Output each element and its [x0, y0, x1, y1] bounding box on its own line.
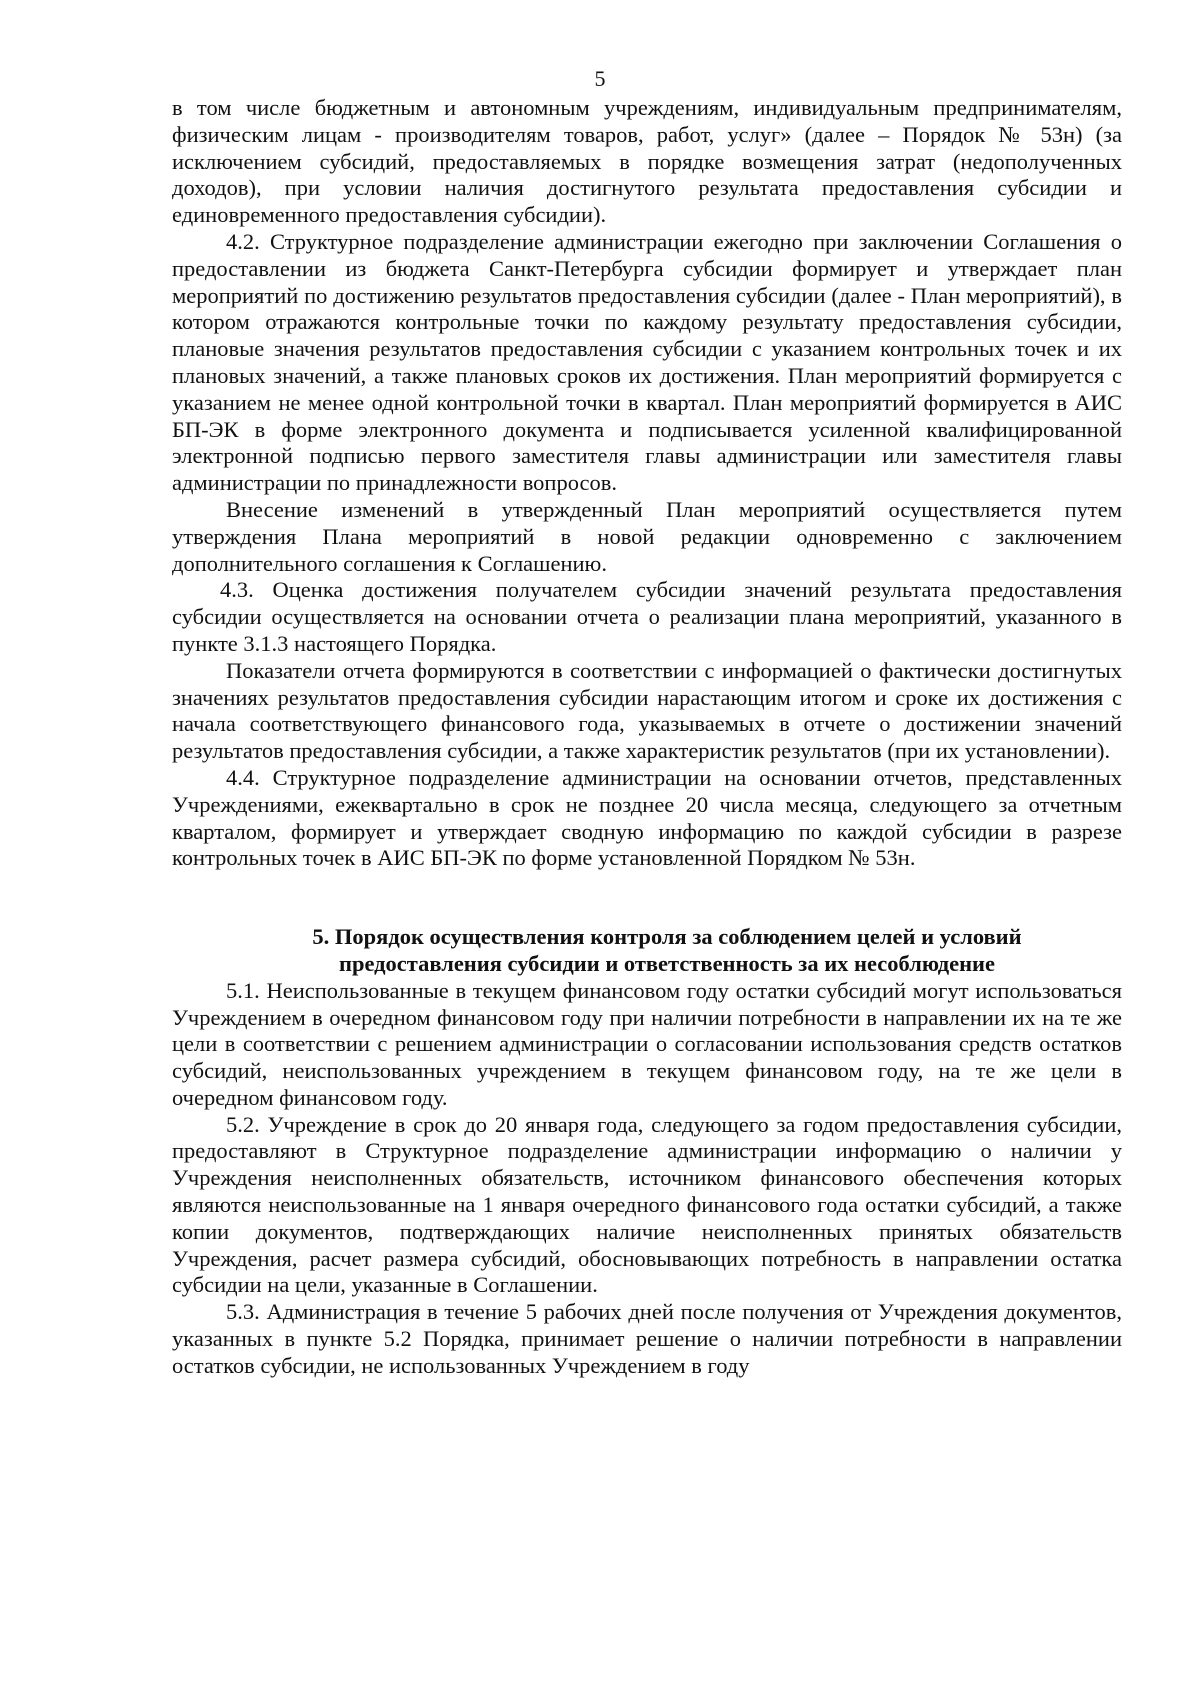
section-heading-line-2: предоставления субсидии и ответственность за их несоблюдение	[338, 950, 996, 976]
paragraph-4-3: 4.3. Оценка достижения получателем субсидии значений результата предоставления субсидии осуществляется на основании отчета о реализации плана мероприятий, указанного в пункте 3.1.3 настоящего Порядка.	[172, 577, 1122, 656]
paragraph-5-1: 5.1. Неиспользованные в текущем финансовом году остатки субсидий могут использоваться Учреждением в очередном финансовом году при наличии потребности в направлении их на те же цели в соответствии с решением администрации о согласовании использования средств остатков субсидий, неиспользованных учреждением в текущем финансовом году, на те же цели в очередном финансовом году.	[172, 977, 1122, 1110]
paragraph-5-3: 5.3. Администрация в течение 5 рабочих дней после получения от Учреждения документов, указанных в пункте 5.2 Порядка, принимает решение о наличии потребности в направлении остатков субсидии, не использованных Учреждением в году	[172, 1299, 1122, 1378]
section-5-heading	[172, 924, 1122, 978]
paragraph-5-2: 5.2. Учреждение в срок до 20 января года, следующего за годом предоставления субсидии, предоставляют в Структурное подразделение администрации информацию о наличии у Учреждения неисполненных обязательств, источником финансового обеспечения которых являются неиспользованные на 1 января очередного финансового года остатки субсидий, а также копии документов, подтверждающих наличие неисполненных принятых обязательств Учреждения, расчет размера субсидий, обосновывающих потребность в направлении остатка субсидии на цели, указанные в Соглашении.	[172, 1111, 1122, 1298]
page-number: 5	[594, 66, 606, 91]
paragraph-plan-changes: Внесение изменений в утвержденный План мероприятий осуществляется путем утверждения Плана мероприятий в новой редакции одновременно с заключением дополнительного соглашения к Соглашению.	[172, 496, 1122, 576]
paragraph-report-indicators: Показатели отчета формируются в соответствии с информацией о фактически достигнутых значениях результатов предоставления субсидии нарастающим итогом и сроке их достижения с начала соответствующего финансового года, указываемых в отчете о достижении значений результатов предоставления субсидии, а также характеристик результатов (при их установлении).	[172, 657, 1122, 764]
paragraph-continuation: в том числе бюджетным и автономным учреждениям, индивидуальным предпринимателям, физическим лицам - производителям товаров, работ, услуг» (далее – Порядок № 53н) (за исключением субсидий, предоставляемых в порядке возмещения затрат (недополученных доходов), при условии наличия достигнутого результата предоставления субсидии и единовременного предоставления субсидии).	[172, 95, 1122, 228]
document-body	[172, 95, 1122, 1380]
section-heading-line-1: 5. Порядок осуществления контроля за соблюдением целей и условий	[312, 924, 1022, 950]
paragraph-4-4: 4.4. Структурное подразделение администрации на основании отчетов, представленных Учреждениями, ежеквартально в срок не позднее 20 числа месяца, следующего за отчетным кварталом, формирует и утверждает сводную информацию по каждой субсидии в разрезе контрольных точек в АИС БП-ЭК по форме установленной Порядком № 53н.	[172, 764, 1122, 871]
paragraph-4-2: 4.2. Структурное подразделение администрации ежегодно при заключении Соглашения о предоставлении из бюджета Санкт-Петербурга субсидии формирует и утверждает план мероприятий по достижению результатов предоставления субсидии (далее - План мероприятий), в котором отражаются контрольные точки по каждому результату предоставления субсидии, плановые значения результатов предоставления субсидии с указанием контрольных точек и их плановых значений, а также плановых сроков их достижения. План мероприятий формируется с указанием не менее одной контрольной точки в квартал. План мероприятий формируется в АИС БП-ЭК в форме электронного документа и подписывается усиленной квалифицированной электронной подписью первого заместителя главы администрации или заместителя главы администрации по принадлежности вопросов.	[172, 228, 1122, 496]
